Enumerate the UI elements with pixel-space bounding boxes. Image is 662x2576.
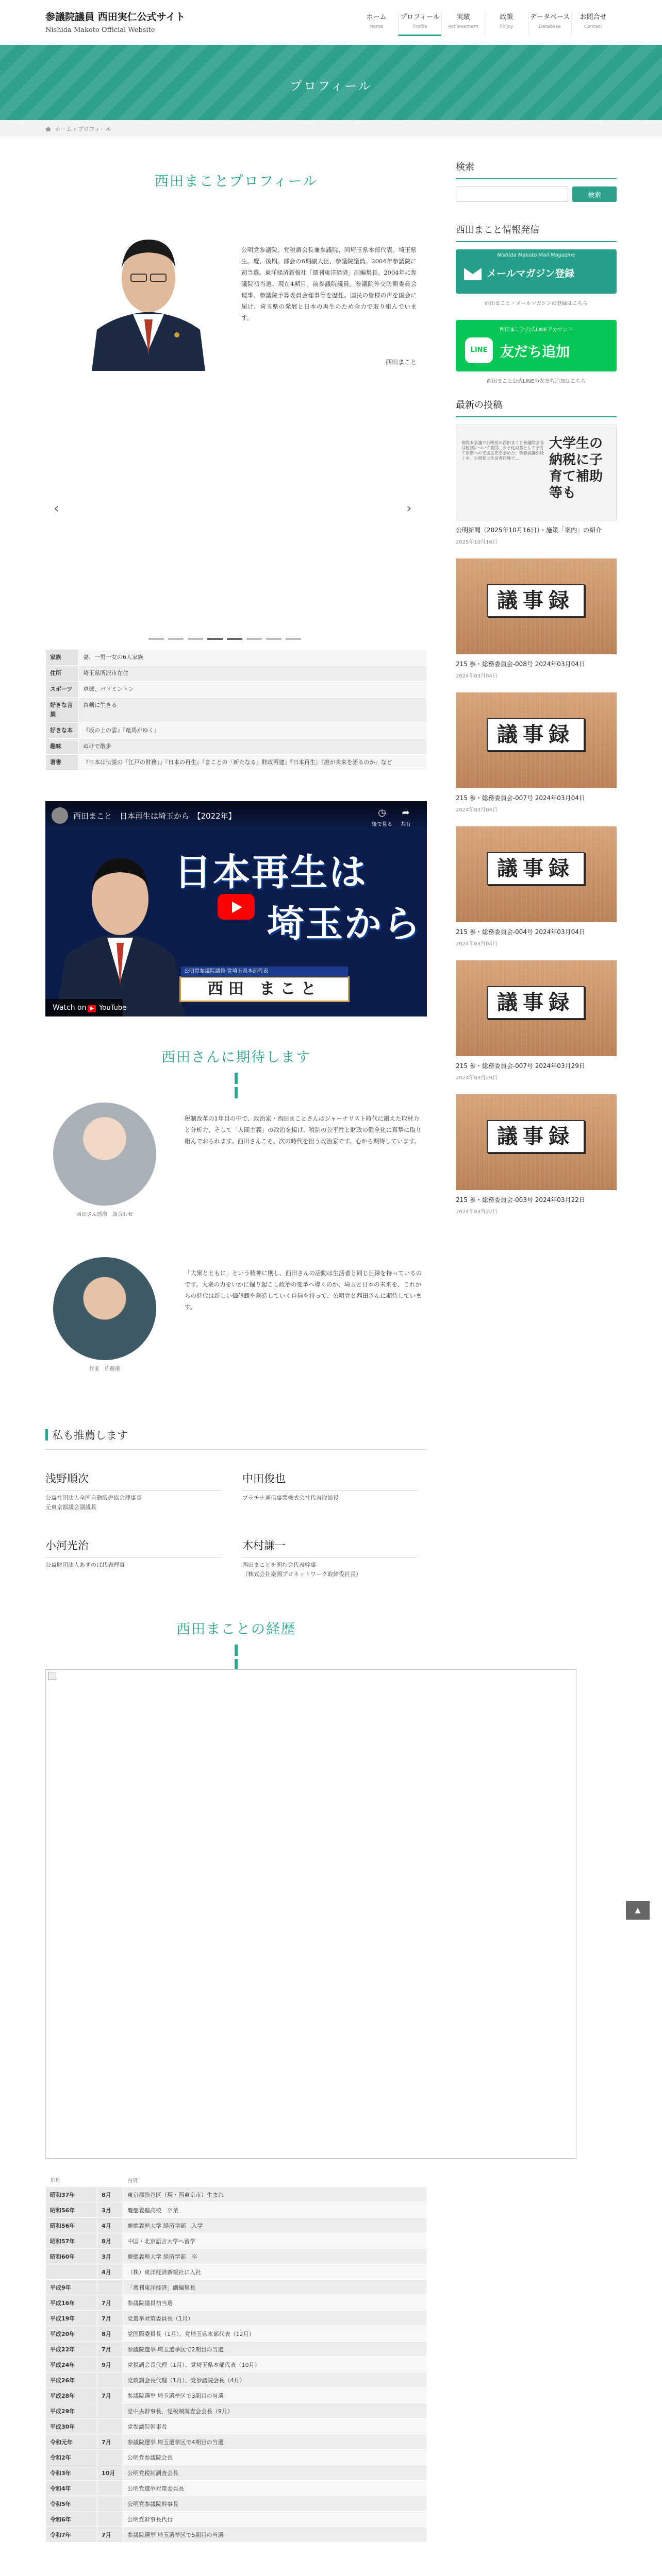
back-to-top-button[interactable]: ▲ — [626, 1901, 650, 1920]
post-thumbnail-label: 議事録 — [487, 584, 585, 617]
post-item[interactable] — [456, 960, 617, 1081]
post-thumbnail[interactable] — [456, 826, 617, 922]
post-date: 2024年03月04日 — [456, 673, 498, 679]
post-thumbnail[interactable] — [456, 558, 617, 654]
search-heading: 検索 — [456, 160, 617, 179]
career-row: 平成28年 7月 参議院選挙 埼玉選挙区で3期目の当選 — [46, 2388, 427, 2403]
post-thumbnail[interactable] — [456, 425, 617, 520]
newspaper-text: 参院本会議で公明党の西田まこと参議院会長は税制について質問。少子化対策として子育て世帯への支援拡充を求めた。物価高騰が続く中、公明党は生活者目線で… — [461, 440, 544, 461]
slider-dot-active[interactable] — [227, 638, 242, 640]
global-nav — [355, 11, 615, 36]
nav-profile[interactable]: プロフィール Profile — [398, 11, 441, 36]
search-form — [456, 187, 617, 202]
share-icon: ➦ — [402, 807, 410, 818]
career-row: 令和3年 10月 公明党税制調査会長 — [46, 2465, 427, 2481]
clock-icon: ◷ — [378, 807, 386, 818]
post-title[interactable]: 215 参・総務委員会-008号 2024年03月04日 — [456, 660, 585, 668]
supporter-message: 税制改革の1年目の中で、政治家・西田まことさんはジャーナリスト時代に鍛えた取材力と分析力、そして「人間主義」の政治を掲げ、税制の公平性と財政の健全化に真摯に取り組んでおられます。西田さんこそ、次の時代を担う政治家です。心から期待しています。 — [185, 1115, 422, 1145]
career-row: 平成30年 党参議院幹事長 — [46, 2419, 427, 2434]
video-headline-1: 日本再生は — [174, 850, 368, 894]
slider-dot-active[interactable] — [207, 638, 223, 640]
post-title[interactable]: 215 参・総務委員会-007号 2024年03月29日 — [456, 1062, 585, 1070]
nav-home[interactable]: ホーム Home — [366, 13, 387, 29]
watch-later-button[interactable]: ◷ 後で見る — [370, 807, 394, 827]
breadcrumb-current: プロフィール — [77, 126, 111, 132]
recommend-heading: 私も推薦します — [45, 1427, 427, 1450]
post-item[interactable] — [456, 826, 617, 947]
profile-table — [45, 649, 427, 771]
mail-caption: 西田まこと・メールマガジンの登録はこちら — [485, 301, 588, 307]
table-row: 趣味 ぬけで散歩 — [46, 739, 427, 755]
slider-dot[interactable] — [148, 638, 164, 640]
slider-prev-arrow[interactable]: ‹ — [54, 501, 59, 516]
slider-dot[interactable] — [266, 638, 282, 640]
post-date: 2024年03月22日 — [456, 1209, 498, 1215]
recent-posts-heading: 最新の投稿 — [456, 398, 617, 417]
play-button[interactable] — [218, 894, 255, 920]
slider-next-arrow[interactable]: › — [406, 501, 412, 516]
post-title[interactable]: 215 参・総務委員会-004号 2024年03月04日 — [456, 928, 585, 936]
recommender: 木村謙一 西田まことを囲む会代表幹事 （株式会社楽園プロネットワーク取締役社長） — [242, 1537, 418, 1579]
post-thumbnail[interactable] — [456, 692, 617, 788]
profile-heading: 西田まことプロフィール — [154, 174, 318, 190]
site-header — [0, 0, 662, 44]
mail-magazine-banner[interactable]: Nishida Makoto Mail Magazine メールマガジン登録 — [456, 249, 617, 294]
newspaper-headline: 大学生の納税に子育て補助等も — [549, 436, 603, 501]
table-row: 好きな本 『坂の上の雲』『竜馬がゆく』 — [46, 723, 427, 739]
recent-posts — [456, 425, 617, 1215]
envelope-icon — [464, 268, 482, 280]
table-row: スポーツ 卓球、バドミントン — [46, 682, 427, 698]
nav-contact[interactable]: お問合せ Contact — [571, 11, 615, 36]
post-thumbnail-label: 議事録 — [487, 1120, 585, 1153]
post-thumbnail[interactable] — [456, 960, 617, 1056]
post-item[interactable] — [456, 425, 617, 545]
post-thumbnail-label: 議事録 — [487, 718, 585, 751]
video-title[interactable]: 西田まこと 日本再生は埼玉から 【2022年】 — [73, 811, 236, 821]
video-headline-2: 埼玉から — [267, 902, 422, 945]
table-row: 好きな言葉 真剣に生きる — [46, 698, 427, 723]
career-image — [45, 1669, 576, 2159]
youtube-video[interactable] — [45, 801, 427, 1016]
career-row: 平成16年 7月 参議院議員初当選 — [46, 2295, 427, 2311]
supporter-caption: 作家 佐藤優 — [89, 1366, 120, 1372]
search-button[interactable]: 検索 — [572, 187, 617, 202]
career-row: 平成20年 8月 党国際委員長（1月）、党埼玉県本部代表（12月） — [46, 2326, 427, 2342]
post-thumbnail[interactable] — [456, 1094, 617, 1190]
nav-policy[interactable]: 政策 Policy — [485, 11, 528, 36]
career-row: 昭和57年 8月 中国・北京語言大学へ留学 — [46, 2233, 427, 2249]
career-row: 平成29年 党中央幹事長、党税制調査会会長（9月） — [46, 2403, 427, 2419]
recommender: 小河光治 公益財団法人あすのば代表理事 — [45, 1537, 221, 1570]
breadcrumb-home[interactable]: ホーム — [55, 126, 72, 132]
line-add-friend-banner[interactable]: 西田まこと公式LINEアカウント LINE 友だち追加 — [456, 320, 617, 371]
career-row: 平成26年 党政調会長代理（1月）、党参議院会長（4月） — [46, 2372, 427, 2388]
share-button[interactable]: ➦ 共有 — [394, 807, 418, 827]
slider-dot[interactable] — [286, 638, 301, 640]
video-portrait — [56, 832, 185, 1016]
slider-dot[interactable] — [168, 638, 184, 640]
career-row: 平成24年 9月 党税調会長代理（1月）、党埼玉県本部代表（10月） — [46, 2357, 427, 2372]
post-date: 2024年03月04日 — [456, 807, 498, 813]
site-subtitle: Nishida Makoto Official Website — [45, 26, 155, 34]
supporter-message: 「大衆とともに」という精神に則し、西田さんの活動は生活者と同じ目線を持っているのです。大衆の力をいかに掘り起こし政治の変革へ導くのか、埼玉と日本の未来を、これからの時代は新しい価値観を創造していく自信を持って、公明党と西田さんに期待しています。 — [185, 1269, 422, 1311]
line-caption: 西田まこと公式LINEの友だち追加はこちら — [486, 379, 586, 384]
heading-divider — [235, 1645, 238, 1670]
recommender: 中田俊也 プラチナ通信事業株式会社代表取締役 — [242, 1470, 418, 1503]
career-row: 令和2年 公明党参議院会長 — [46, 2450, 427, 2465]
table-row: 著書 『日本は伝説の「江戸の財務」』『日本の再生』『まことの「新たなる」財政再建』『日本再生』『誰が未来を語るのか」など — [46, 755, 427, 771]
profile-bio: 公明党参議院、党税調会長兼参議院、同埼玉県本部代表。埼玉県生。慶、後期。部会の6期副大臣、参議院議員。2004年参議院に初当選。東洋経済新報社「週刊東洋経済」副編集長。2004年に参議院初当選、現在4期目。前参議院議員。参議院外交防衛委員会理事、参議院予算委員会理事等を歴任。国民の皆様の声を国会に届け、埼玉県の発展と日本の再生のため全力で取り組んでいます。 — [241, 246, 417, 321]
heading-divider — [235, 1073, 238, 1098]
table-row: 住所 埼玉県所沢市在住 — [46, 666, 427, 682]
breadcrumb-separator: › — [74, 126, 78, 132]
career-heading: 西田まことの経歴 — [176, 1621, 296, 1637]
profile-slider — [45, 216, 427, 644]
career-row: 昭和37年 8月 東京都渋谷区（現・西東京市）生まれ — [46, 2187, 427, 2202]
broken-image-icon — [48, 1672, 56, 1680]
post-date: 2024年03月29日 — [456, 1075, 498, 1081]
search-input[interactable] — [456, 187, 568, 202]
career-row: 平成9年 「週刊東洋経済」副編集長 — [46, 2280, 427, 2295]
supporter-photo — [53, 1103, 156, 1206]
career-row: 4月 （株）東洋経済新報社に入社 — [46, 2264, 427, 2280]
career-row: 平成19年 7月 党選挙対策委員長（1月） — [46, 2311, 427, 2326]
career-row: 令和4年 公明党選挙対策委員長 — [46, 2481, 427, 2496]
portrait-photo — [56, 216, 241, 371]
career-row: 昭和56年 3月 慶應義塾高校 卒業 — [46, 2202, 427, 2218]
recommender: 浅野順次 公益社団法人全国自動販売協会理事長 元東京都議会副議長 — [45, 1470, 221, 1512]
post-item[interactable] — [456, 558, 617, 679]
support-heading: 西田さんに期待します — [161, 1049, 311, 1065]
line-icon: LINE — [465, 337, 493, 363]
post-title[interactable]: 215 参・総務委員会-007号 2024年03月04日 — [456, 794, 585, 802]
sidebar — [456, 160, 617, 1228]
support-card — [45, 1103, 427, 1221]
slider-pagination — [148, 638, 305, 640]
home-icon — [45, 127, 51, 131]
slider-dot[interactable] — [188, 638, 203, 640]
supporter-photo — [53, 1257, 156, 1360]
career-row: 昭和56年 4月 慶應義塾大学 経済学部 入学 — [46, 2218, 427, 2233]
watch-on-youtube-button[interactable]: Watch on ▶ YouTube — [45, 999, 123, 1016]
career-row: 平成22年 7月 参議院選挙 埼玉選挙区で2期目の当選 — [46, 2342, 427, 2357]
career-row: 昭和60年 3月 慶應義塾大学 経済学部 卒 — [46, 2249, 427, 2264]
channel-avatar[interactable] — [52, 807, 68, 824]
post-item[interactable] — [456, 1094, 617, 1215]
post-date: 2025年10月16日 — [456, 539, 498, 545]
recommend-section — [45, 1427, 427, 1584]
post-item[interactable] — [456, 692, 617, 813]
support-card — [45, 1257, 427, 1376]
post-thumbnail-label: 議事録 — [487, 986, 585, 1019]
career-row: 令和6年 公明党幹事長代行 — [46, 2512, 427, 2527]
site-title[interactable]: 参議院議員 西田実仁公式サイト — [45, 11, 186, 23]
youtube-logo-icon: ▶ — [88, 1005, 96, 1012]
career-row: 令和元年 7月 参議院選挙 埼玉選挙区で4期目の当選 — [46, 2434, 427, 2450]
info-heading: 西田まこと情報発信 — [456, 223, 617, 242]
page-title: プロフィール — [290, 79, 372, 93]
breadcrumb — [0, 120, 662, 137]
video-name-plate: 公明党参議院議員 党埼玉県本部代表 西田 まこと — [179, 976, 350, 1002]
career-table: 年月 内容 昭和37年 8月 東京都渋谷区（現・西東京市）生まれ 昭和56年 3月 慶應義塾高校 卒業 昭和56年 4月 慶應義塾大学 経済学部 入学 昭和57年 8月 中国・北京語言大学へ留学 昭和60年 3月 慶應義塾大学 経済学部 卒 4月 （株）東洋経済新報社に入社 平成9年 「週刊東洋経済」副編集長 平成16年 7月 参議院議員初当選 平成19年 7月 党選挙対策委員長（1月） 平成20年 8月 党国際委員長（1月）、党埼玉県本部代表（12月） 平成22年 7月 参議院選挙 埼玉選挙区で2期目の当選 平成24年 9月 党税調会長代理（1月）、党埼玉県本部代表（10月） 平成26年 党政調会長代理（1月）、党参議院会長（4月） 平成28年 7月 参議院選挙 埼玉選挙区で3期目の当選 平成29年 党中央幹事長、党税制調査会会長（9月） 平成30年 党参議院幹事長 令和元年 7月 参議院選挙 埼玉選挙区で4期目の当選 令和2年 公明党参議院会長 令和3年 10月 公明党税制調査会長 令和4年 公明党選挙対策委員長 令和5年 公明党参議院幹事長 令和6年 公明党幹事長代行 令和7年 7月 参議院選挙 埼玉選挙区で5期目の当選 — [45, 2173, 427, 2543]
slider-dot[interactable] — [246, 638, 262, 640]
nav-database[interactable]: データベース Database — [528, 11, 571, 36]
nav-achievement[interactable]: 実績 Achievement — [441, 11, 485, 36]
career-row: 令和5年 公明党参議院幹事長 — [46, 2496, 427, 2512]
profile-signature: 西田まこと — [385, 359, 417, 366]
post-date: 2024年03月04日 — [456, 941, 498, 947]
table-row: 家族 妻、一男一女の6人家族 — [46, 650, 427, 666]
post-thumbnail-label: 議事録 — [487, 852, 585, 885]
site-logo[interactable] — [45, 9, 185, 34]
supporter-caption: 西田さん感激 顔合わせ — [76, 1212, 133, 1217]
post-title[interactable]: 公明新聞（2025年10月16日）・施策「案内」の紹介 — [456, 527, 602, 534]
post-title[interactable]: 215 参・総務委員会-003号 2024年03月22日 — [456, 1196, 585, 1204]
career-row: 令和7年 7月 参議院選挙 埼玉選挙区で5期目の当選 — [46, 2527, 427, 2543]
video-top-bar — [45, 801, 427, 830]
page-hero — [0, 45, 662, 120]
